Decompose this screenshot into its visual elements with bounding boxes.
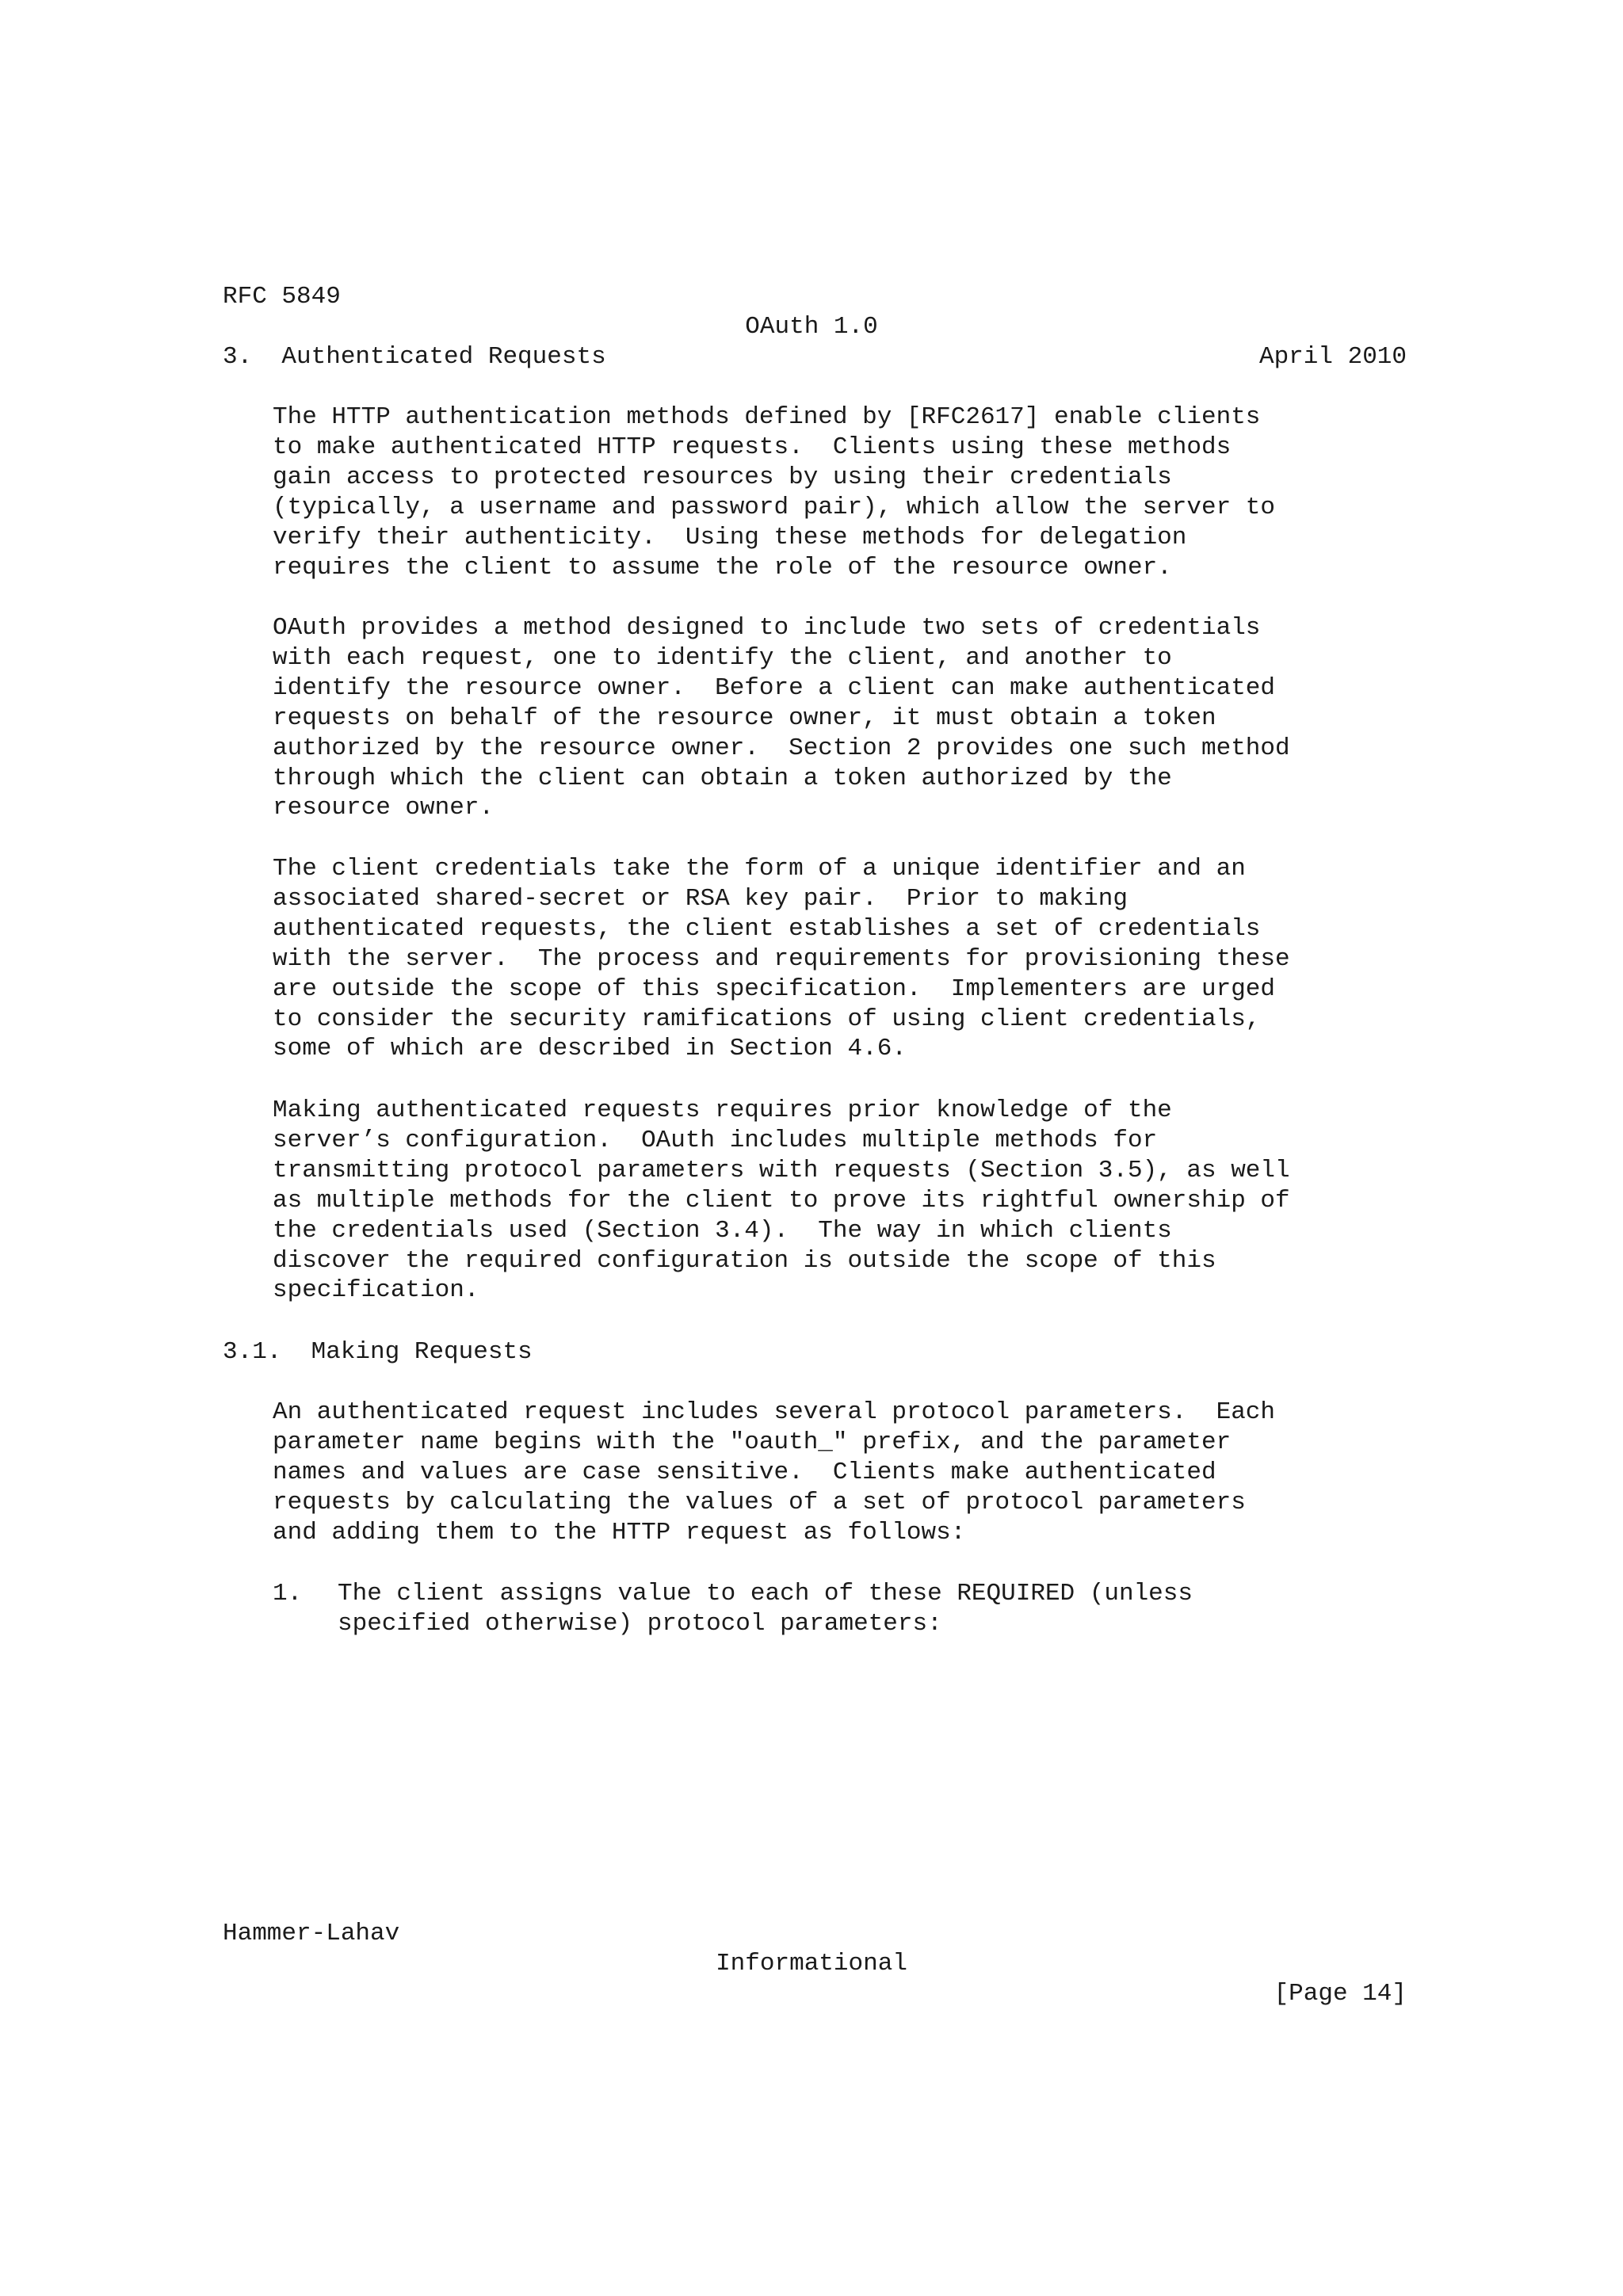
section-3-heading: 3. Authenticated Requests <box>223 343 606 371</box>
header-title: OAuth 1.0 <box>745 313 878 341</box>
section-3-1-paragraph-1: An authenticated request includes several protocol parameters. Each parameter name begins with the "oauth_" prefix, and the parameter names and values are case sensitive. Clients make authenticated requests by calculating the values of a set of protocol parameters and adding them to the HTTP request as follows: <box>273 1398 1276 1547</box>
section-3-1-heading: 3.1. Making Requests <box>223 1338 533 1366</box>
header-rfc-number: RFC 5849 <box>223 283 341 311</box>
list-item <box>273 1579 1382 1642</box>
footer-category: Informational <box>716 1950 907 1978</box>
section-3-paragraph-3: The client credentials take the form of a unique identifier and an associated shared-secret or RSA key pair. Prior to making authenticated requests, the client establishes a set of credentials with the server. The process and requirements for provisioning these are outside the scope of this specification. Implementers are urged to consider the security ramifications of using client credentials, some of which are described in Section 4.6. <box>273 855 1290 1063</box>
list-item-number: 1. <box>273 1580 303 1608</box>
section-3-paragraph-2: OAuth provides a method designed to include two sets of credentials with each request, one to identify the client, and another to identify the resource owner. Before a client can make authenticated requests on behalf of the resource owner, it must obtain a token authorized by the resource owner. Section 2 provides one such method through which the client can obtain a token authorized by the resource owner. <box>273 614 1290 822</box>
footer-page-number: [Page 14] <box>1274 1980 1407 2008</box>
header-date: April 2010 <box>1258 343 1407 371</box>
section-3-paragraph-4: Making authenticated requests requires prior knowledge of the server’s configuration. OAuth includes multiple methods for transmitting protocol parameters with requests (Section 3.5), as well as multiple methods for the client to prove its rightful ownership of the credentials used (Section 3.4). The way in which clients discover the required configuration is outside the scope of this specification. <box>273 1097 1290 1305</box>
footer-author: Hammer-Lahav <box>223 1920 400 1947</box>
list-item-text: The client assigns value to each of these REQUIRED (unless specified otherwise) protocol parameters: <box>338 1580 1193 1638</box>
page-footer <box>0 1889 1623 2008</box>
section-3-paragraph-1: The HTTP authentication methods defined by [RFC2617] enable clients to make authenticated HTTP requests. Clients using these methods gain access to protected resources by using their credentials (typically, a username and password pair), which allow the server to verify their authenticity. Using these methods for delegation requires the client to assume the role of the resource owner. <box>273 403 1276 582</box>
